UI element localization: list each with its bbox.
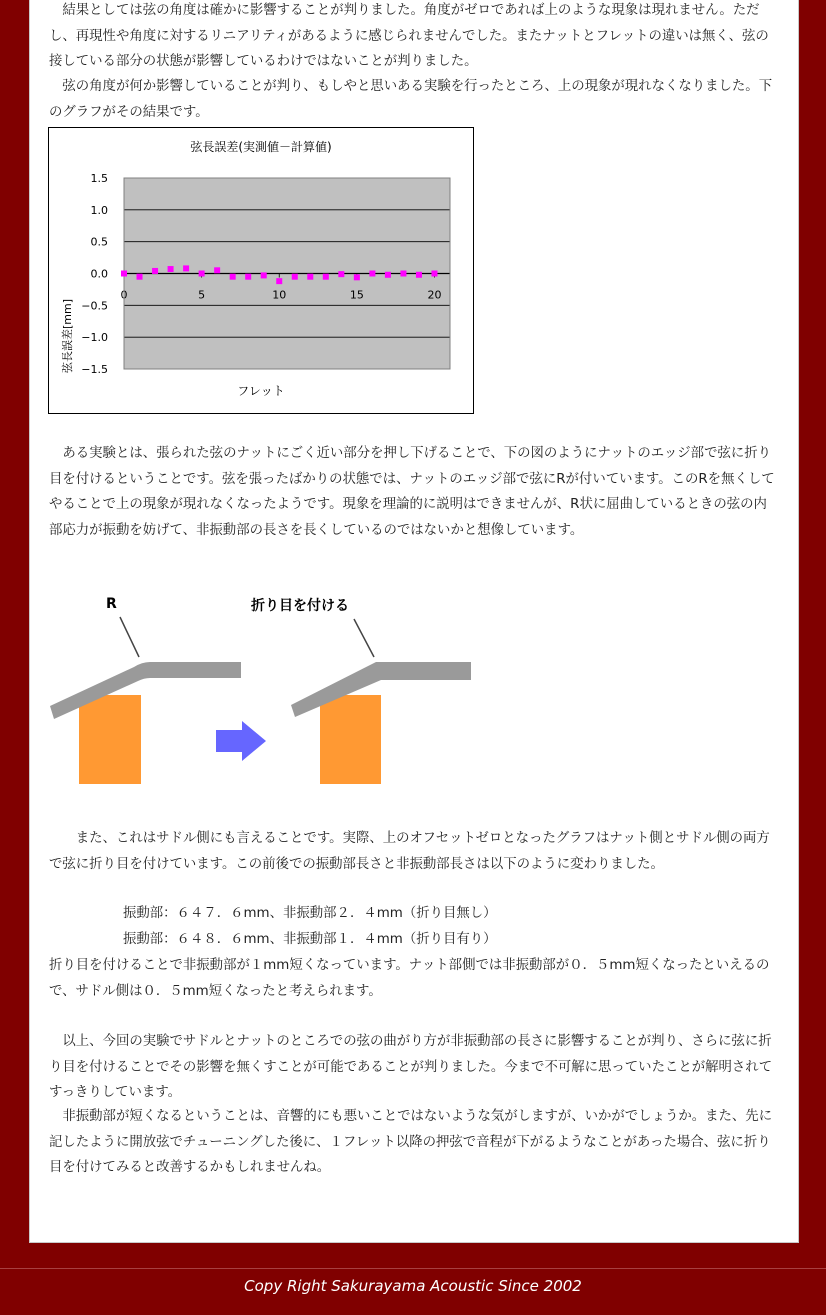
chart-data-point bbox=[152, 268, 158, 274]
paragraph-closing: 非振動部が短くなるということは、音響的にも悪いことではないような気がしますが、いかがでしょうか。また、先に記したように開放弦でチューニングした後に、１フレット以降の押弦で音程が下がるようなことがあった場合、弦に折り目を付けてみると改善するかもしれませんね。 bbox=[49, 1109, 773, 1175]
chart-x-axis-label: フレット bbox=[237, 384, 285, 398]
string-left-rounded bbox=[50, 662, 241, 719]
paragraph-experiment-intro: 弦の角度が何か影響していることが判り、もしやと思いある実験を行ったところ、上の現象が現れなくなりました。下のグラフがその結果です。 bbox=[49, 79, 773, 120]
chart-y-tick-label: −1.0 bbox=[81, 331, 108, 345]
chart-data-point bbox=[400, 271, 406, 277]
chart-data-point bbox=[121, 271, 127, 277]
chart-data-point bbox=[369, 271, 375, 277]
paragraph-result: 結果としては弦の角度は確かに影響することが判りました。角度がゼロであれば上のような現象は現れません。ただし、再現性や角度に対するリニアリティがあるように感じられませんでした。またナットとフレットの違いは無く、弦の接している部分の状態が影響しているわけではないことが判りました。 bbox=[49, 3, 769, 69]
chart-y-tick-label: 0.5 bbox=[90, 235, 108, 249]
footer-copyright: Copy Right Sakurayama Acoustic Since 2002 bbox=[244, 1277, 582, 1295]
chart-x-tick-label: 0 bbox=[120, 288, 128, 302]
chart-data-point bbox=[276, 278, 282, 284]
chart-data-point bbox=[168, 266, 174, 272]
chart-canvas bbox=[49, 128, 473, 413]
spec-line-after: 振動部：６４８．６mm、非振動部１．４mm（折り目有り） bbox=[123, 932, 497, 947]
chart-x-tick-label: 15 bbox=[349, 288, 364, 302]
nut-block-right bbox=[320, 695, 381, 784]
spec-line-before: 振動部：６４７．６mm、非振動部２．４mm（折り目無し） bbox=[123, 906, 497, 921]
pointer-line-fold bbox=[354, 619, 374, 657]
footer-divider bbox=[0, 1268, 826, 1269]
chart-data-point bbox=[199, 271, 205, 277]
chart-data-point bbox=[183, 265, 189, 271]
chart-data-point bbox=[307, 274, 313, 280]
paragraph-shortened: 折り目を付けることで非振動部が１mm短くなっています。ナット部側では非振動部が０．５mm短くなったといえるので、サドル側は０．５mm短くなったと考えられます。 bbox=[49, 958, 770, 999]
chart-data-point bbox=[338, 271, 344, 277]
nut-block-left bbox=[79, 695, 141, 784]
chart-data-point bbox=[230, 274, 236, 280]
chart-x-tick-label: 10 bbox=[272, 288, 287, 302]
paragraph-experiment-detail: ある実験とは、張られた弦のナットにごく近い部分を押し下げることで、下の図のようにナットのエッジ部で弦に折り目を付けるということです。弦を張ったばかりの状態では、ナットのエッジ部で弦にRが付いています。このRを無くしてやることで上の現象が現れなくなったようです。現象を理論的に説明はできませんが、R状に屈曲しているときの弦の内部応力が振動を妨げて、非振動部の長さを長くしているのではないかと想像しています。 bbox=[49, 446, 775, 538]
chart-data-point bbox=[261, 272, 267, 278]
chart-y-tick-label: 1.5 bbox=[90, 172, 108, 185]
chart-y-axis-label: 弦長誤差[mm] bbox=[61, 298, 74, 374]
chart-data-point bbox=[416, 272, 422, 278]
chart-data-point bbox=[137, 274, 143, 280]
pointer-line-r bbox=[120, 617, 139, 657]
chart-x-tick-label: 20 bbox=[427, 288, 442, 302]
chart-y-tick-label: 0.0 bbox=[90, 267, 108, 281]
nut-fold-figure bbox=[48, 585, 478, 799]
chart-data-point bbox=[323, 274, 329, 280]
label-r: R bbox=[106, 596, 117, 612]
paragraph-conclusion: 以上、今回の実験でサドルとナットのところでの弦の曲がり方が非振動部の長さに影響することが判り、さらに弦に折り目を付けることでその影響を無くすことが可能であることが判りました。今まで不可解に思っていたことが解明されてすっきりしています。 bbox=[49, 1034, 773, 1100]
arrow-right-icon bbox=[216, 721, 266, 761]
fret-error-chart bbox=[48, 127, 474, 414]
chart-y-tick-label: −0.5 bbox=[81, 299, 108, 313]
chart-data-point bbox=[245, 274, 251, 280]
chart-title: 弦長誤差(実測値－計算値) bbox=[190, 140, 332, 154]
paragraph-saddle-side: また、これはサドル側にも言えることです。実際、上のオフセットゼロとなったグラフはナット側とサドル側の両方で弦に折り目を付けています。この前後での振動部長さと非振動部長さは以下のように変わりました。 bbox=[49, 831, 770, 872]
chart-x-tick-label: 5 bbox=[198, 288, 206, 302]
chart-data-point bbox=[292, 274, 298, 280]
chart-data-point bbox=[354, 274, 360, 280]
chart-y-tick-label: −1.5 bbox=[81, 363, 108, 376]
chart-y-tick-label: 1.0 bbox=[90, 203, 108, 217]
chart-data-point bbox=[431, 271, 437, 277]
chart-data-point bbox=[385, 272, 391, 278]
label-fold: 折り目を付ける bbox=[251, 598, 349, 614]
nut-fold-diagram bbox=[48, 585, 478, 795]
chart-data-point bbox=[214, 267, 220, 273]
